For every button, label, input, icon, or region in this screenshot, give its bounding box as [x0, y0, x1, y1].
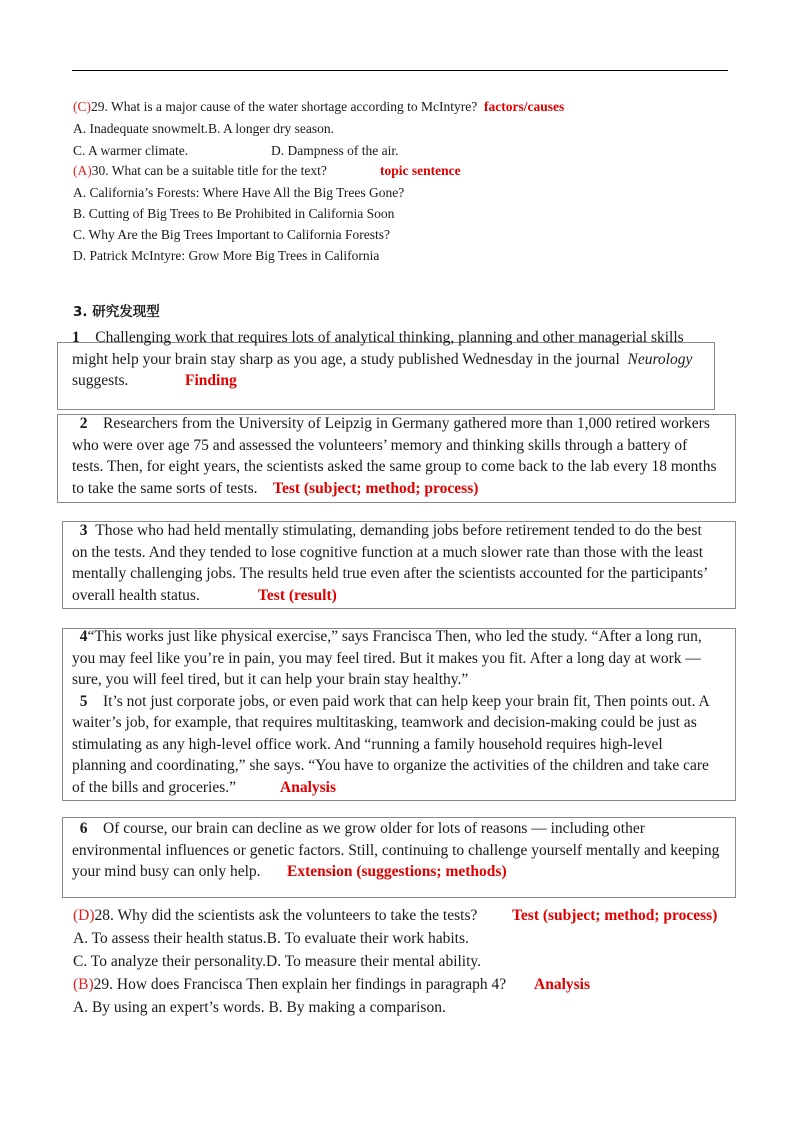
paragraph-line: on the tests. And they tended to lose cognitive function at a much slower rate than those with the least	[72, 543, 704, 561]
option-line: A. To assess their health status.B. To evaluate their work habits.	[73, 930, 469, 947]
paragraph-number: 5	[79, 692, 88, 710]
paragraph-number: 2	[79, 415, 88, 432]
paragraph-line: Of course, our brain can decline as we grow older for lots of reasons — including other	[103, 820, 645, 837]
paragraph-line: to take the same sorts of tests.	[72, 479, 258, 497]
paragraph-line: your mind busy can only help.	[72, 863, 261, 880]
paragraph-line: suggests.	[72, 372, 129, 389]
header-rule	[72, 70, 728, 71]
paragraph-line: stimulating as any high-level office work. And “running a family household requires high-level	[72, 735, 663, 753]
paragraph-line: of the bills and groceries.”	[72, 778, 236, 796]
question-tag: topic sentence	[380, 163, 461, 178]
journal-name: Neurology	[627, 350, 693, 368]
question-tag: factors/causes	[483, 99, 565, 114]
question-tag: Analysis	[534, 976, 590, 993]
paragraph-number: 4	[79, 628, 88, 645]
question-text: 29. How does Francisca Then explain her findings in paragraph 4?	[93, 976, 507, 993]
answer-letter: (C)	[73, 99, 91, 114]
paragraph-line: who were over age 75 and assessed the volunteers’ memory and thinking skills through a battery of	[72, 436, 688, 454]
paragraph-line: Researchers from the University of Leipzig in Germany gathered more than 1,000 retired workers	[103, 415, 710, 432]
question-text: 29. What is a major cause of the water shortage according to McIntyre?	[91, 99, 478, 114]
option-line: D. Dampness of the air.	[271, 143, 399, 158]
paragraph-line: sure, you will feel tired, but it can help your brain stay healthy.”	[72, 671, 469, 688]
option-line: C. To analyze their personality.D. To measure their mental ability.	[73, 953, 482, 970]
paragraph-1	[72, 327, 732, 392]
paragraph-line: overall health status.	[72, 586, 200, 604]
question-29-top	[73, 96, 564, 117]
paragraph-line: you may feel like you’re in pain, you may feel tired. But it makes you fit. After a long day at work —	[72, 649, 701, 667]
option-line: C. A warmer climate.	[73, 143, 189, 158]
paragraph-tag: Test (subject; method; process)	[273, 479, 479, 497]
paragraph-line: planning and coordinating,” she says. “You have to organize the activities of the children and take care	[72, 757, 709, 774]
paragraph-tag: Finding	[185, 372, 237, 389]
option-line: A. California’s Forests: Where Have All the Big Trees Gone?	[73, 185, 405, 200]
paragraph-line: waiter’s job, for example, that requires multitasking, teamwork and decision-making could be just as	[72, 714, 697, 731]
answer-letter: (D)	[73, 907, 95, 924]
paragraph-line: Those who had held mentally stimulating, demanding jobs before retirement tended to do the best	[95, 522, 702, 539]
paragraph-4-5	[72, 626, 732, 798]
paragraph-number: 6	[79, 820, 88, 837]
paragraph-tag: Analysis	[280, 778, 336, 796]
paragraph-2	[72, 413, 732, 499]
question-text: 30. What can be a suitable title for the text?	[91, 163, 327, 178]
paragraph-line: might help your brain stay sharp as you age, a study published Wednesday in the journal	[72, 350, 620, 368]
paragraph-line: Challenging work that requires lots of analytical thinking, planning and other managerial skills	[95, 329, 684, 346]
paragraph-6	[72, 818, 732, 883]
option-line: A. By using an expert’s words. B. By making a comparison.	[73, 999, 446, 1016]
answer-letter: (B)	[73, 976, 94, 993]
paragraph-3	[72, 520, 732, 606]
question-28-bottom	[73, 904, 718, 927]
question-30-top	[73, 160, 461, 181]
question-tag: Test (subject; method; process)	[512, 907, 718, 924]
question-text: 28. Why did the scientists ask the volunteers to take the tests?	[94, 907, 478, 924]
paragraph-line: It’s not just corporate jobs, or even paid work that can help keep your brain fit, Then points out. A	[103, 692, 710, 710]
paragraph-line: “This works just like physical exercise,” says Francisca Then, who led the study. “After a long run,	[87, 628, 702, 645]
option-line: A. Inadequate snowmelt.B. A longer dry season.	[73, 121, 334, 136]
paragraph-line: environmental influences or genetic factors. Still, continuing to challenge yourself mentally and keeping	[72, 841, 720, 859]
paragraph-line: tests. Then, for eight years, the scientists asked the same group to come back to the lab every 18 months	[72, 458, 717, 475]
paragraph-tag: Test (result)	[258, 586, 337, 604]
section-heading: 3. 研究发现型	[73, 304, 160, 320]
paragraph-number: 3	[79, 522, 88, 539]
question-29-bottom	[73, 973, 590, 996]
option-line: B. Cutting of Big Trees to Be Prohibited in California Soon	[73, 206, 395, 221]
paragraph-line: mentally challenging jobs. The results held true even after the scientists accounted for the participants’	[72, 565, 709, 582]
option-line: D. Patrick McIntyre: Grow More Big Trees in California	[73, 248, 380, 263]
option-line: C. Why Are the Big Trees Important to California Forests?	[73, 227, 390, 242]
paragraph-number: 1	[72, 329, 80, 346]
answer-letter: (A)	[73, 163, 92, 178]
paragraph-tag: Extension (suggestions; methods)	[287, 863, 507, 880]
